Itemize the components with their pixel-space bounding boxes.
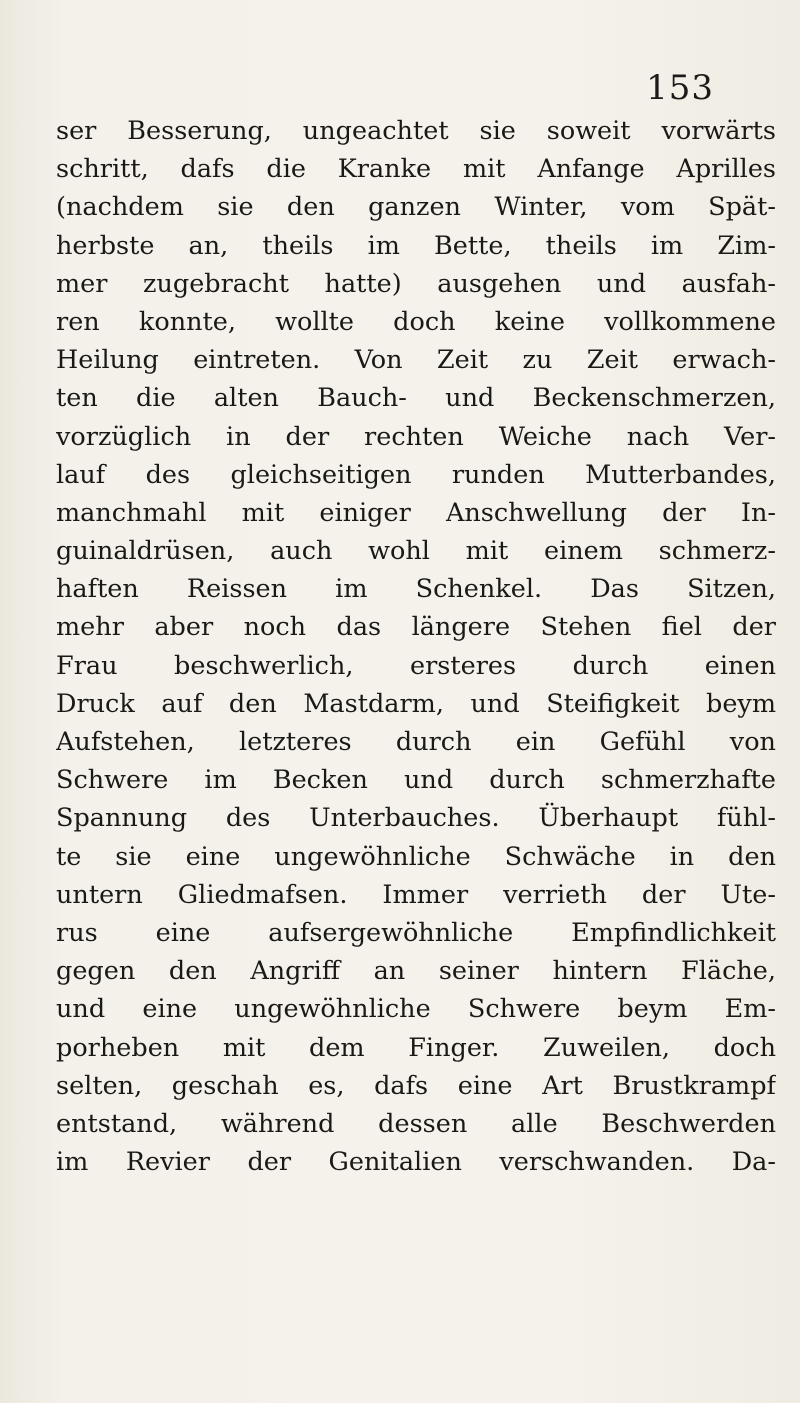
text-line: im Revier der Genitalien verschwanden. Da- (56, 1147, 776, 1178)
text-line: guinaldrüsen, auch wohl mit einem schmerz- (56, 536, 776, 567)
text-line: vorzüglich in der rechten Weiche nach Ver- (56, 421, 776, 452)
text-line: gegen den Angriff an seiner hintern Fläche, (56, 956, 776, 987)
text-line: mehr aber noch das längere Stehen fiel der (56, 612, 776, 643)
text-line: lauf des gleichseitigen runden Mutterbandes, (56, 459, 776, 490)
text-line: porheben mit dem Finger. Zuweilen, doch (56, 1032, 776, 1063)
text-line: manchmahl mit einiger Anschwellung der In- (56, 497, 776, 528)
text-line: entstand, während dessen alle Beschwerden (56, 1108, 776, 1139)
text-line: Spannung des Unterbauches. Überhaupt fühl- (56, 803, 776, 834)
text-line: Aufstehen, letzteres durch ein Gefühl von (56, 727, 776, 757)
text-line: Heilung eintreten. Von Zeit zu Zeit erwach- (56, 345, 776, 376)
text-line: untern Gliedmafsen. Immer verrieth der Ute- (56, 879, 776, 910)
text-line: ser Besserung, ungeachtet sie soweit vorwärts (56, 116, 776, 146)
text-line: selten, geschah es, dafs eine Art Brustkrampf (56, 1070, 776, 1101)
text-line: ten die alten Bauch- und Beckenschmerzen, (56, 383, 776, 414)
text-line: mer zugebracht hatte) ausgehen und ausfah- (56, 268, 776, 299)
text-line: Schwere im Becken und durch schmerzhafte (56, 765, 776, 796)
text-line: Druck auf den Mastdarm, und Steifigkeit beym (56, 688, 776, 719)
text-line: ren konnte, wollte doch keine vollkommene (56, 306, 776, 337)
text-line: (nachdem sie den ganzen Winter, vom Spät- (56, 192, 776, 223)
text-line: Frau beschwerlich, ersteres durch einen (56, 650, 776, 681)
text-line: schritt, dafs die Kranke mit Anfange Aprilles (56, 154, 776, 185)
text-line: herbste an, theils im Bette, theils im Zim- (56, 230, 776, 261)
text-line: haften Reissen im Schenkel. Das Sitzen, (56, 574, 776, 605)
text-line: te sie eine ungewöhnliche Schwäche in den (56, 841, 776, 872)
text-line: rus eine aufsergewöhnliche Empfindlichkeit (56, 917, 776, 948)
body-text (56, 112, 776, 1181)
page-number: 153 (646, 68, 714, 108)
text-line: und eine ungewöhnliche Schwere beym Em- (56, 994, 776, 1025)
